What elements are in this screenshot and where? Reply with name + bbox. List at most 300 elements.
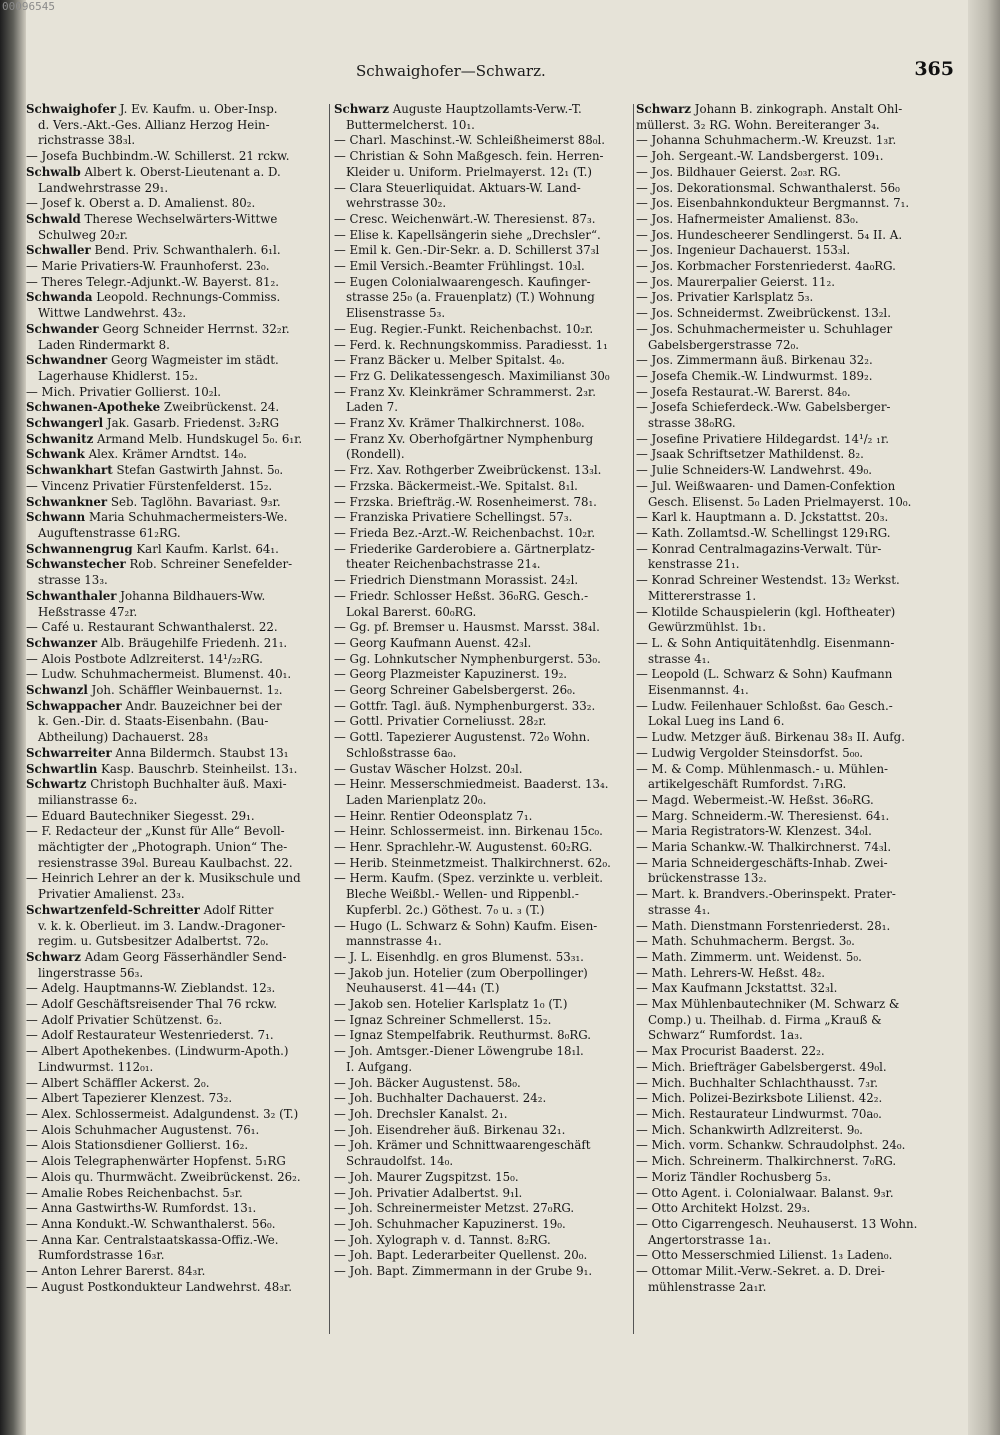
- entry-text: — Anna Gastwirths-W. Rumfordst. 13₁.: [26, 1201, 257, 1216]
- directory-entry: [334, 981, 630, 997]
- directory-entry: [26, 243, 326, 259]
- entry-text: Johanna Bildhauers-Ww.: [116, 588, 266, 603]
- directory-entry: [636, 447, 942, 463]
- entry-text: — Max Procurist Baaderst. 22₂.: [636, 1044, 825, 1059]
- entry-text: Schulweg 20₂r.: [38, 227, 128, 242]
- directory-entry: [26, 1154, 326, 1170]
- entry-text: — Magd. Webermeist.-W. Heßst. 36₀RG.: [636, 792, 874, 807]
- entry-text: — Alois Schuhmacher Augustenst. 76₁.: [26, 1122, 260, 1137]
- entry-text: strasse 13₃.: [38, 573, 108, 588]
- directory-entry: [334, 542, 630, 558]
- entry-text: — Clara Steuerliquidat. Aktuars-W. Land-: [334, 180, 581, 195]
- entry-text: — Ludw. Metzger äuß. Birkenau 38₃ II. Aufg.: [636, 730, 905, 745]
- directory-entry: [334, 809, 630, 825]
- directory-entry: [636, 1044, 942, 1060]
- directory-entry: [636, 793, 942, 809]
- directory-entry: [26, 510, 326, 526]
- surname: Schwappacher: [26, 698, 122, 713]
- directory-entry: [26, 1233, 326, 1249]
- entry-text: — Friederike Garderobiere a. Gärtnerplatz-: [334, 541, 595, 556]
- entry-text: — Josefa Buchbindm.-W. Schillerst. 21 rckw.: [26, 149, 290, 164]
- entry-text: — M. & Comp. Mühlenmasch.- u. Mühlen-: [636, 761, 889, 776]
- directory-entry: [26, 102, 326, 118]
- entry-text: — Alex. Schlossermeist. Adalgundenst. 3₂ (T.): [26, 1107, 299, 1121]
- directory-entry: [636, 196, 942, 212]
- directory-entry: [26, 730, 326, 746]
- entry-text: — Albert Tapezierer Klenzest. 73₂.: [26, 1091, 233, 1106]
- entry-text: — Heinr. Schlossermeist. inn. Birkenau 15c₀.: [334, 824, 603, 839]
- directory-entry: [334, 228, 630, 244]
- entry-text: artikelgeschäft Rumfordst. 7₁RG.: [648, 777, 847, 792]
- directory-entry: [334, 181, 630, 197]
- directory-entry: [636, 605, 942, 621]
- surname: Schwanzer: [26, 635, 98, 650]
- surname: Schwartz: [26, 777, 87, 792]
- directory-entry: [636, 746, 942, 762]
- entry-text: wehrstrasse 30₂.: [346, 196, 447, 211]
- entry-text: theater Reichenbachstrasse 21₄.: [346, 557, 541, 572]
- directory-entry: [26, 934, 326, 950]
- directory-entry: [334, 1044, 630, 1060]
- entry-text: — Josefa Restaurat.-W. Barerst. 84₀.: [636, 384, 851, 399]
- entry-text: — Math. Schuhmacherm. Bergst. 3₀.: [636, 934, 855, 949]
- entry-text: — Jos. Hundescheerer Sendlingerst. 5₄ II. A.: [636, 227, 903, 242]
- directory-entry: [636, 259, 942, 275]
- entry-text: Christoph Buchhalter äuß. Maxi-: [86, 777, 287, 792]
- page-number: 365: [914, 58, 954, 80]
- directory-entry: [636, 353, 942, 369]
- entry-text: — Johanna Schuhmacherm.-W. Kreuzst. 1₃r.: [636, 133, 897, 148]
- entry-text: Angertorstrasse 1a₁.: [648, 1232, 772, 1247]
- entry-text: Heßstrasse 47₂r.: [38, 604, 138, 619]
- surname: Schwangerl: [26, 416, 104, 431]
- directory-entry: [26, 353, 326, 369]
- directory-entry: [334, 793, 630, 809]
- entry-text: Zweibrückenst. 24.: [160, 400, 280, 415]
- directory-entry: [334, 338, 630, 354]
- directory-entry: [636, 400, 942, 416]
- entry-text: — Moriz Tändler Rochusberg 5₃.: [636, 1169, 832, 1184]
- directory-entry: [636, 777, 942, 793]
- entry-text: — Otto Messerschmied Lilienst. 1₃ Laden₀.: [636, 1248, 893, 1263]
- entry-text: Landwehrstrasse 29₁.: [38, 180, 169, 195]
- directory-entry: [334, 714, 630, 730]
- directory-entry: [334, 385, 630, 401]
- entry-text: Laden Rindermarkt 8.: [38, 337, 170, 352]
- entry-text: — Kath. Zollamtsd.-W. Schellingst 129₁RG.: [636, 525, 891, 540]
- surname: Schwannengrug: [26, 541, 133, 556]
- directory-entry: [636, 290, 942, 306]
- entry-text: — Vincenz Privatier Fürstenfelderst. 15₂.: [26, 478, 273, 493]
- entry-text: — Josef k. Oberst a. D. Amalienst. 80₂.: [26, 196, 256, 211]
- directory-entry: [26, 762, 326, 778]
- entry-text: (Rondell).: [346, 447, 405, 462]
- directory-entry: [26, 589, 326, 605]
- directory-entry: [636, 1123, 942, 1139]
- directory-entry: [26, 636, 326, 652]
- directory-entry: [26, 228, 326, 244]
- entry-text: resienstrasse 39₀l. Bureau Kaulbachst. 22.: [38, 855, 293, 870]
- entry-text: I. Aufgang.: [346, 1059, 413, 1074]
- entry-text: Bleche Weißbl.- Wellen- und Rippenbl.-: [346, 887, 579, 902]
- directory-entry: [26, 997, 326, 1013]
- entry-text: — Albert Apothekenbes. (Lindwurm-Apoth.): [26, 1044, 289, 1059]
- entry-text: Leopold. Rechnungs-Commiss.: [92, 290, 281, 305]
- running-header: [26, 58, 968, 88]
- entry-text: Buttermelcherst. 10₁.: [346, 117, 475, 132]
- directory-entry: [636, 557, 942, 573]
- entry-text: — Jsaak Schriftsetzer Mathildenst. 8₂.: [636, 447, 864, 462]
- entry-text: — Friedr. Schlosser Heßst. 36₀RG. Gesch.-: [334, 588, 589, 603]
- directory-entry: [334, 667, 630, 683]
- directory-entry: [334, 589, 630, 605]
- entry-text: — Cresc. Weichenwärt.-W. Theresienst. 87₃.: [334, 211, 596, 226]
- directory-entry: [636, 463, 942, 479]
- entry-text: — Heinr. Rentier Odeonsplatz 7₁.: [334, 808, 533, 823]
- directory-entry: [334, 966, 630, 982]
- directory-entry: [26, 557, 326, 573]
- entry-text: Gabelsbergerstrasse 72₀.: [648, 337, 799, 352]
- directory-entry: [636, 762, 942, 778]
- entry-text: — Charl. Maschinst.-W. Schleißheimerst 88₀l.: [334, 133, 605, 148]
- directory-entry: [334, 369, 630, 385]
- entry-text: — Mich. Buchhalter Schlachthausst. 7₃r.: [636, 1075, 879, 1090]
- entry-text: — Theres Telegr.-Adjunkt.-W. Bayerst. 81₂.: [26, 274, 279, 289]
- entry-text: — J. L. Eisenhdlg. en gros Blumenst. 53₃₁.: [334, 949, 584, 964]
- entry-text: — Marg. Schneiderm.-W. Theresienst. 64₁.: [636, 808, 890, 823]
- directory-entry: [334, 275, 630, 291]
- directory-entry: [26, 495, 326, 511]
- entry-text: — Franz Xv. Kleinkrämer Schrammerst. 2₃r.: [334, 384, 597, 399]
- entry-text: — Franz Xv. Krämer Thalkirchnerst. 108₀.: [334, 416, 585, 431]
- directory-entry: [26, 746, 326, 762]
- entry-text: Gesch. Elisenst. 5₀ Laden Prielmayerst. 10₀.: [648, 494, 912, 509]
- directory-entry: [334, 353, 630, 369]
- entry-text: mannstrasse 4₁.: [346, 934, 442, 949]
- surname: Schwanstecher: [26, 557, 126, 572]
- directory-entry: [636, 809, 942, 825]
- entry-text: — Jos. Eisenbahnkondukteur Bergmannst. 7₁.: [636, 196, 910, 211]
- entry-text: — Herib. Steinmetzmeist. Thalkirchnerst. 62₀.: [334, 855, 611, 870]
- entry-text: strasse 4₁.: [648, 651, 711, 666]
- entry-text: — Hugo (L. Schwarz & Sohn) Kaufm. Eisen-: [334, 918, 598, 933]
- directory-entry: [26, 620, 326, 636]
- directory-entry: [26, 887, 326, 903]
- entry-text: — Joh. Maurer Zugspitzst. 15₀.: [334, 1169, 519, 1184]
- directory-entry: [636, 243, 942, 259]
- entry-text: — Frz G. Delikatessengesch. Maximilianst 30₀: [334, 368, 610, 383]
- directory-entry: [334, 1170, 630, 1186]
- directory-entry: [26, 699, 326, 715]
- entry-text: Auguste Hauptzollamts-Verw.-T.: [389, 102, 582, 116]
- entry-text: — Frz. Xav. Rothgerber Zweibrückenst. 13₃l.: [334, 463, 602, 478]
- directory-entry: [636, 1107, 942, 1123]
- directory-entry: [26, 950, 326, 966]
- directory-entry: [334, 1028, 630, 1044]
- directory-entry: [334, 856, 630, 872]
- entry-text: — Otto Agent. i. Colonialwaar. Balanst. 9₃r.: [636, 1185, 894, 1200]
- directory-entry: [636, 1091, 942, 1107]
- entry-text: — Emil Versich.-Beamter Frühlingst. 10₃l.: [334, 259, 585, 274]
- entry-text: Elisenstrasse 5₃.: [346, 306, 446, 321]
- directory-entry: [636, 730, 942, 746]
- entry-text: Maria Schuhmachermeisters-We.: [85, 510, 288, 525]
- entry-text: — Julie Schneiders-W. Landwehrst. 49₀.: [636, 463, 873, 478]
- entry-text: Stefan Gastwirth Jahnst. 5₀.: [112, 463, 284, 478]
- surname: Schwalb: [26, 164, 81, 179]
- directory-entry: [334, 149, 630, 165]
- entry-text: — Amalie Robes Reichenbachst. 5₃r.: [26, 1185, 243, 1200]
- directory-entry: [334, 1107, 630, 1123]
- directory-entry: [334, 919, 630, 935]
- directory-entry: [636, 966, 942, 982]
- directory-entry: [636, 385, 942, 401]
- entry-text: Lokal Barerst. 60₀RG.: [346, 604, 477, 619]
- directory-entry: [636, 228, 942, 244]
- column-divider: [329, 104, 330, 1334]
- entry-text: Seb. Taglöhn. Bavariast. 9₃r.: [107, 494, 281, 509]
- directory-entry: [334, 322, 630, 338]
- entry-text: — Joh. Amtsger.-Diener Löwengrube 18₁l.: [334, 1044, 584, 1059]
- entry-text: Bend. Priv. Schwanthalerh. 6₁l.: [90, 243, 281, 258]
- directory-entry: [334, 495, 630, 511]
- entry-text: — Leopold (L. Schwarz & Sohn) Kaufmann: [636, 667, 893, 682]
- entry-text: — Jos. Privatier Karlsplatz 5₃.: [636, 290, 814, 305]
- directory-entry: [334, 1123, 630, 1139]
- directory-entry: [636, 856, 942, 872]
- entry-text: — Adolf Geschäftsreisender Thal 76 rckw.: [26, 997, 278, 1012]
- directory-entry: [26, 1217, 326, 1233]
- entry-text: Schraudolfst. 14₀.: [346, 1154, 454, 1169]
- entry-text: — Math. Dienstmann Forstenriederst. 28₁.: [636, 918, 891, 933]
- entry-text: — Anna Kondukt.-W. Schwanthalerst. 56₀.: [26, 1216, 276, 1231]
- directory-entry: [26, 526, 326, 542]
- entry-text: Kleider u. Uniform. Prielmayerst. 12₁ (T.): [346, 164, 592, 179]
- entry-text: Joh. Schäffler Weinbauernst. 1₂.: [87, 683, 283, 698]
- entry-text: — Gg. pf. Bremser u. Hausmst. Marsst. 38₄l.: [334, 620, 600, 635]
- entry-text: — Jos. Schneidermst. Zweibrückenst. 13₂l.: [636, 306, 891, 321]
- directory-entry: [26, 714, 326, 730]
- directory-entry: [636, 636, 942, 652]
- entry-text: — Franz Xv. Oberhofgärtner Nymphenburg: [334, 431, 594, 446]
- surname: Schwandner: [26, 353, 108, 368]
- directory-entry: [636, 652, 942, 668]
- directory-column-2: [334, 102, 630, 1337]
- entry-text: — Jos. Ingenieur Dachauerst. 153₃l.: [636, 243, 851, 258]
- directory-entry: [636, 212, 942, 228]
- directory-entry: [334, 416, 630, 432]
- directory-entry: [334, 620, 630, 636]
- entry-text: — Marie Privatiers-W. Fraunhoferst. 23₀.: [26, 259, 270, 274]
- directory-entry: [636, 1248, 942, 1264]
- directory-entry: [636, 1076, 942, 1092]
- directory-entry: [26, 919, 326, 935]
- entry-text: — Josefa Chemik.-W. Lindwurmst. 189₂.: [636, 368, 873, 383]
- directory-entry: [334, 1138, 630, 1154]
- surname: Schwaller: [26, 243, 91, 258]
- directory-entry: [334, 1217, 630, 1233]
- surname: Schwanthaler: [26, 588, 117, 603]
- entry-text: — Friedrich Dienstmann Morassist. 24₂l.: [334, 573, 579, 588]
- directory-entry: [26, 1123, 326, 1139]
- entry-text: strasse 38₀RG.: [648, 416, 736, 431]
- surname: Schwann: [26, 510, 86, 525]
- directory-entry: [636, 981, 942, 997]
- entry-text: — Georg Kaufmann Auenst. 42₃l.: [334, 635, 532, 650]
- directory-entry: [26, 542, 326, 558]
- entry-text: — Konrad Schreiner Westendst. 13₂ Werkst.: [636, 573, 900, 588]
- directory-entry: [334, 1264, 630, 1280]
- directory-entry: [26, 416, 326, 432]
- entry-text: — Franziska Privatiere Schellingst. 57₃.: [334, 510, 573, 525]
- directory-entry: [334, 259, 630, 275]
- header-title: Schwaighofer—Schwarz.: [356, 62, 546, 80]
- entry-text: — Frieda Bez.-Arzt.-W. Reichenbachst. 10₂r.: [334, 525, 596, 540]
- surname: Schwarz: [636, 102, 691, 116]
- entry-text: Privatier Amalienst. 23₃.: [38, 887, 185, 902]
- entry-text: — Eugen Colonialwaarengesch. Kaufinger-: [334, 274, 591, 289]
- directory-entry: [26, 306, 326, 322]
- directory-entry: [26, 479, 326, 495]
- entry-text: — Emil k. Gen.-Dir-Sekr. a. D. Schillerst 37₃l: [334, 243, 600, 258]
- directory-entry: [26, 1060, 326, 1076]
- directory-entry: [334, 290, 630, 306]
- directory-entry: [26, 369, 326, 385]
- directory-entry: [26, 133, 326, 149]
- surname: Schwanitz: [26, 431, 94, 446]
- directory-entry: [334, 840, 630, 856]
- directory-entry: [636, 1186, 942, 1202]
- directory-entry: [334, 746, 630, 762]
- directory-entry: [636, 526, 942, 542]
- directory-entry: [334, 432, 630, 448]
- entry-text: — Maria Registrators-W. Klenzest. 34₀l.: [636, 824, 872, 839]
- entry-text: Kupferbl. 2c.) Göthest. 7₀ u. ₃ (T.): [346, 902, 545, 917]
- entry-text: Laden Marienplatz 20₀.: [346, 792, 487, 807]
- directory-entry: [636, 919, 942, 935]
- directory-entry: [26, 683, 326, 699]
- directory-entry: [26, 181, 326, 197]
- directory-entry: [334, 730, 630, 746]
- surname: Schwaighofer: [26, 102, 117, 116]
- entry-text: Abtheilung) Dachauerst. 28₃: [38, 730, 209, 745]
- directory-entry: [334, 1091, 630, 1107]
- entry-text: — Frzska. Briefträg.-W. Rosenheimerst. 78₁.: [334, 494, 597, 509]
- directory-entry: [334, 1060, 630, 1076]
- directory-entry: [334, 887, 630, 903]
- directory-entry: [26, 259, 326, 275]
- directory-entry: [636, 573, 942, 589]
- entry-text: Albert k. Oberst-Lieutenant a. D.: [80, 164, 281, 179]
- directory-entry: [636, 542, 942, 558]
- entry-text: — Gg. Lohnkutscher Nymphenburgerst. 53₀.: [334, 651, 601, 666]
- directory-entry: [636, 1233, 942, 1249]
- entry-text: — Joh. Schreinermeister Metzst. 27₀RG.: [334, 1201, 575, 1216]
- directory-entry: [636, 824, 942, 840]
- directory-entry: [334, 573, 630, 589]
- directory-entry: [26, 463, 326, 479]
- surname: Schwanen-Apotheke: [26, 400, 161, 415]
- directory-entry: [26, 118, 326, 134]
- entry-text: — Joh. Eisendreher äuß. Birkenau 32₁.: [334, 1122, 566, 1137]
- entry-text: — Anna Kar. Centralstaatskassa-Offiz.-We.: [26, 1232, 279, 1247]
- directory-entry: [334, 463, 630, 479]
- directory-entry: [636, 620, 942, 636]
- directory-entry: [334, 762, 630, 778]
- directory-entry: [26, 667, 326, 683]
- entry-text: — Ignaz Stempelfabrik. Reuthurmst. 8₀RG.: [334, 1028, 592, 1043]
- directory-entry: [26, 1280, 326, 1296]
- entry-text: — Math. Lehrers-W. Heßst. 48₂.: [636, 965, 826, 980]
- directory-entry: [636, 181, 942, 197]
- directory-entry: [636, 871, 942, 887]
- directory-entry: [636, 1138, 942, 1154]
- entry-text: — Jul. Weißwaaren- und Damen-Confektion: [636, 478, 896, 493]
- entry-text: Laden 7.: [346, 400, 399, 415]
- directory-entry: [26, 149, 326, 165]
- directory-entry: [636, 495, 942, 511]
- surname: Schwander: [26, 321, 99, 336]
- directory-entry: [26, 652, 326, 668]
- entry-text: — Jos. Schuhmachermeister u. Schuhlager: [636, 321, 893, 336]
- entry-text: — Joh. Sergeant.-W. Landsbergerst. 109₁.: [636, 149, 884, 164]
- entry-text: — Joh. Buchhalter Dachauerst. 24₂.: [334, 1091, 547, 1106]
- entry-text: mühlenstrasse 2a₁r.: [648, 1279, 767, 1294]
- directory-entry: [26, 840, 326, 856]
- entry-text: Adolf Ritter: [199, 902, 274, 917]
- entry-text: — Alois qu. Thurmwächt. Zweibrückenst. 26₂.: [26, 1169, 301, 1184]
- entry-text: — Josefine Privatiere Hildegardst. 14¹/₂ ₁r.: [636, 431, 889, 446]
- directory-entry: [636, 997, 942, 1013]
- entry-text: regim. u. Gutsbesitzer Adalbertst. 72₀.: [38, 934, 269, 949]
- entry-text: — Elise k. Kapellsängerin siehe „Drechsler“.: [334, 227, 601, 242]
- directory-entry: [636, 714, 942, 730]
- surname: Schwald: [26, 211, 81, 226]
- entry-text: Lindwurmst. 112₀₁.: [38, 1059, 154, 1074]
- entry-text: J. Ev. Kaufm. u. Ober-Insp.: [116, 102, 278, 116]
- directory-entry: [26, 1107, 326, 1123]
- directory-entry: [26, 1170, 326, 1186]
- entry-text: — Klotilde Schauspielerin (kgl. Hoftheater): [636, 604, 896, 619]
- entry-text: Georg Schneider Herrnst. 32₂r.: [98, 321, 290, 336]
- entry-text: Schwarz“ Rumfordst. 1a₃.: [648, 1028, 803, 1043]
- directory-entry: [334, 903, 630, 919]
- entry-text: — Math. Zimmerm. unt. Weidenst. 5₀.: [636, 949, 862, 964]
- directory-entry: [636, 1201, 942, 1217]
- directory-entry: [26, 1186, 326, 1202]
- directory-entry: [26, 793, 326, 809]
- entry-text: — Jos. Zimmermann äuß. Birkenau 32₂.: [636, 353, 873, 368]
- entry-text: — Herm. Kaufm. (Spez. verzinkte u. verbleit.: [334, 871, 604, 886]
- entry-text: — Café u. Restaurant Schwanthalerst. 22.: [26, 620, 278, 635]
- entry-text: — Heinr. Messerschmiedmeist. Baaderst. 13₄.: [334, 777, 609, 792]
- directory-entry: [334, 1186, 630, 1202]
- entry-text: — Joh. Krämer und Schnittwaarengeschäft: [334, 1138, 591, 1153]
- entry-text: — Alois Postbote Adlzreiterst. 14¹/₂₂RG.: [26, 651, 263, 666]
- entry-text: Alb. Bräugehilfe Friedenh. 21₁.: [97, 635, 288, 650]
- directory-entry: [334, 871, 630, 887]
- surname: Schwartlin: [26, 761, 98, 776]
- entry-text: — Konrad Centralmagazins-Verwalt. Tür-: [636, 541, 882, 556]
- entry-text: — Joh. Schuhmacher Kapuzinerst. 19₀.: [334, 1216, 566, 1231]
- surname: Schwarz: [26, 949, 81, 964]
- directory-entry: [334, 243, 630, 259]
- directory-entry: [636, 1280, 942, 1296]
- entry-text: — Mart. k. Brandvers.-Oberinspekt. Prater-: [636, 887, 896, 902]
- entry-text: Georg Wagmeister im städt.: [107, 353, 279, 368]
- entry-text: — Maria Schneidergeschäfts-Inhab. Zwei-: [636, 855, 888, 870]
- entry-text: — Joh. Xylograph v. d. Tannst. 8₂RG.: [334, 1232, 551, 1247]
